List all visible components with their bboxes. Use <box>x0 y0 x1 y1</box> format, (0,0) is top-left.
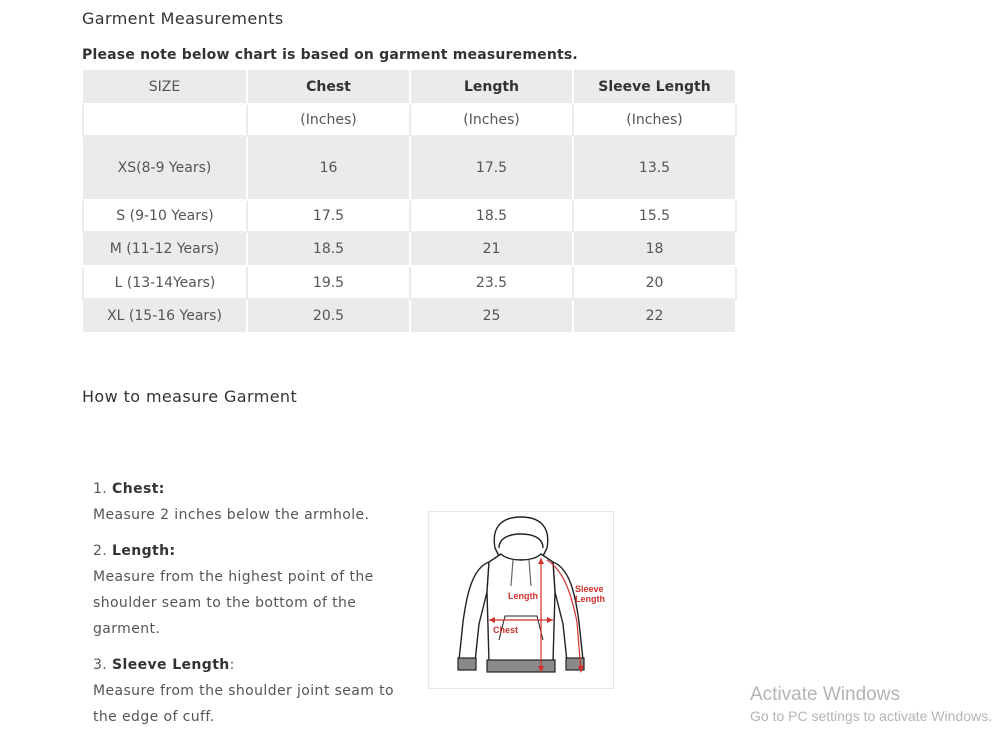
cell-chest: 17.5 <box>247 200 410 232</box>
measure-steps <box>93 476 413 740</box>
cell-chest: 18.5 <box>247 232 410 266</box>
step-sleeve-length <box>93 652 413 730</box>
step-title-suffix: : <box>229 657 235 673</box>
chart-note: Please note below chart is based on garment measurements. <box>82 47 578 63</box>
step-length <box>93 538 413 642</box>
unit-cell: (Inches) <box>410 104 573 136</box>
header-size: SIZE <box>83 70 247 104</box>
cell-sleeve: 13.5 <box>573 136 736 200</box>
sleeve-label-line2: Length <box>575 594 605 604</box>
hoodie-measurement-diagram <box>428 511 614 689</box>
cell-sleeve: 20 <box>573 266 736 299</box>
cell-length: 25 <box>410 299 573 333</box>
cell-chest: 19.5 <box>247 266 410 299</box>
cell-sleeve: 18 <box>573 232 736 266</box>
cell-length: 17.5 <box>410 136 573 200</box>
cell-length: 23.5 <box>410 266 573 299</box>
cell-length: 18.5 <box>410 200 573 232</box>
table-row <box>83 266 736 299</box>
cell-size: XS(8-9 Years) <box>83 136 247 200</box>
hoodie-illustration <box>429 512 613 688</box>
page-title: Garment Measurements <box>82 9 284 28</box>
unit-cell: (Inches) <box>573 104 736 136</box>
sleeve-label-line1: Sleeve <box>575 584 604 594</box>
unit-cell <box>83 104 247 136</box>
cell-sleeve: 15.5 <box>573 200 736 232</box>
step-text: Measure from the shoulder joint seam to the edge of cuff. <box>93 683 394 725</box>
cell-size: L (13-14Years) <box>83 266 247 299</box>
cell-size: S (9-10 Years) <box>83 200 247 232</box>
size-chart-table <box>82 70 737 334</box>
unit-cell: (Inches) <box>247 104 410 136</box>
step-text: Measure 2 inches below the armhole. <box>93 507 370 523</box>
header-length: Length <box>410 70 573 104</box>
cell-sleeve: 22 <box>573 299 736 333</box>
cell-chest: 20.5 <box>247 299 410 333</box>
how-to-measure-heading: How to measure Garment <box>82 387 298 406</box>
step-number: 1. <box>93 481 108 497</box>
step-title: Chest: <box>112 481 165 497</box>
table-row <box>83 136 736 200</box>
table-header-row <box>83 70 736 104</box>
table-row <box>83 299 736 333</box>
cell-length: 21 <box>410 232 573 266</box>
step-text: Measure from the highest point of the shoulder seam to the bottom of the garment. <box>93 569 374 637</box>
activate-windows-watermark <box>750 684 992 724</box>
header-sleeve-length: Sleeve Length <box>573 70 736 104</box>
header-chest: Chest <box>247 70 410 104</box>
step-number: 2. <box>93 543 108 559</box>
cell-chest: 16 <box>247 136 410 200</box>
cell-size: M (11-12 Years) <box>83 232 247 266</box>
step-title: Sleeve Length <box>112 657 230 673</box>
chest-label: Chest <box>493 625 519 635</box>
watermark-title: Activate Windows <box>750 684 900 705</box>
length-label: Length <box>508 591 538 601</box>
watermark-subtitle: Go to PC settings to activate Windows. <box>750 708 992 724</box>
cell-size: XL (15-16 Years) <box>83 299 247 333</box>
step-number: 3. <box>93 657 108 673</box>
table-units-row <box>83 104 736 136</box>
step-chest <box>93 476 413 528</box>
step-title: Length: <box>112 543 176 559</box>
table-row <box>83 232 736 266</box>
table-row <box>83 200 736 232</box>
